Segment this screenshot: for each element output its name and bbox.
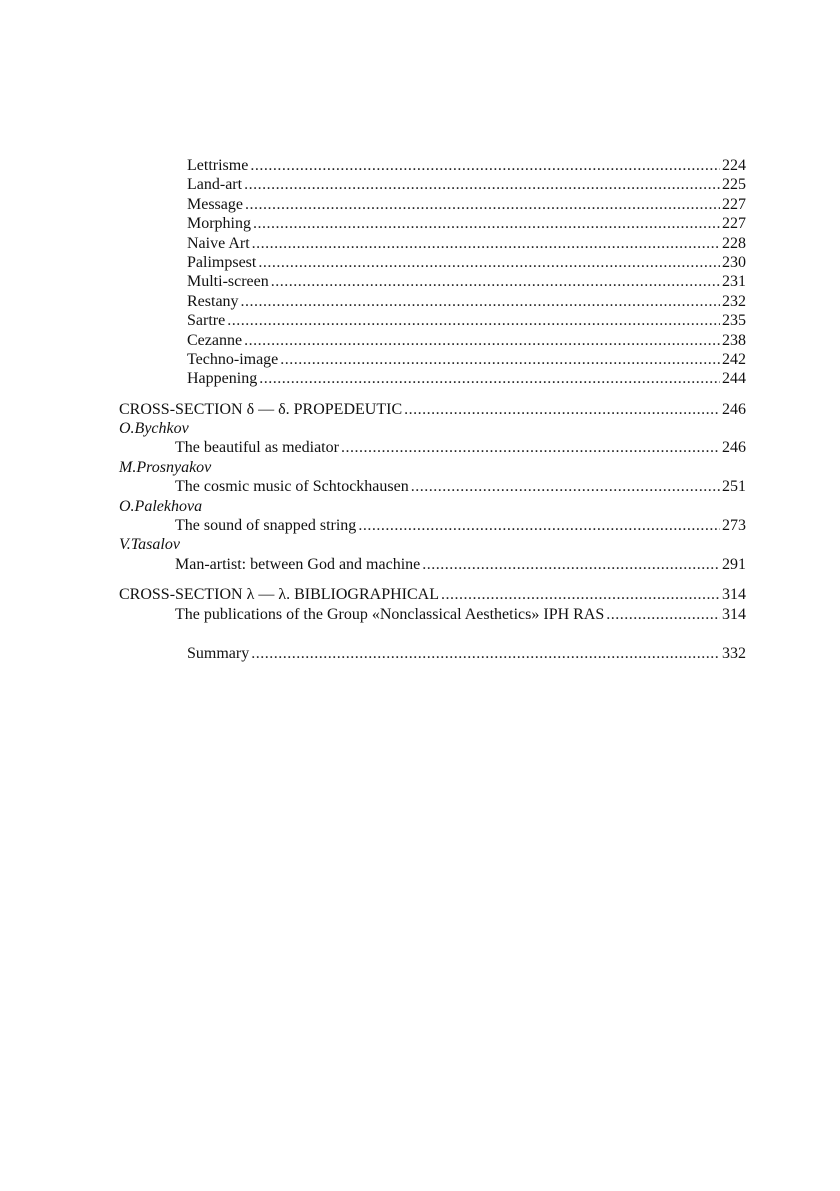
toc-title: The publications of the Group «Nonclassical Aesthetics» IPH RAS	[175, 605, 605, 623]
toc-title: Happening	[187, 370, 258, 388]
toc-page: 230	[722, 253, 746, 271]
toc-row	[119, 369, 746, 388]
leader-dots	[358, 516, 720, 535]
leader-dots	[280, 350, 720, 369]
toc-page: 246	[722, 439, 746, 457]
leader-dots	[606, 605, 720, 624]
author-name: O.Palekhova	[119, 497, 203, 515]
toc-row	[119, 253, 746, 272]
toc-page: 232	[722, 292, 746, 310]
section-title: CROSS-SECTION λ — λ. BIBLIOGRAPHICAL	[119, 586, 439, 604]
toc-row	[119, 311, 746, 330]
toc-page: 235	[722, 312, 746, 330]
toc-row	[119, 292, 746, 311]
toc-page: 227	[722, 215, 746, 233]
toc-row	[119, 214, 746, 233]
leader-dots	[259, 369, 720, 388]
toc-title: Techno-image	[187, 350, 279, 368]
toc-title: Naive Art	[187, 234, 250, 252]
toc-row	[119, 234, 746, 253]
toc-title: Multi-screen	[187, 273, 269, 291]
leader-dots	[244, 331, 720, 350]
toc-page: 273	[722, 517, 746, 535]
toc-page: 231	[722, 273, 746, 291]
toc-title: The cosmic music of Schtockhausen	[175, 478, 409, 496]
leader-dots	[341, 438, 720, 457]
toc-page: 314	[722, 586, 746, 604]
toc-page: 238	[722, 331, 746, 349]
section-title: CROSS-SECTION δ — δ. PROPEDEUTIC	[119, 400, 403, 418]
leader-dots	[258, 253, 720, 272]
toc-title: Message	[187, 195, 243, 213]
toc-title: The sound of snapped string	[175, 517, 357, 535]
toc-row	[119, 477, 746, 496]
toc-title: Lettrisme	[187, 157, 249, 174]
leader-dots	[422, 555, 720, 574]
toc-row	[119, 605, 746, 624]
toc-row	[119, 272, 746, 291]
toc-page: 227	[722, 195, 746, 213]
leader-dots	[250, 156, 720, 175]
toc-page: 228	[722, 234, 746, 252]
toc-title: Land-art	[187, 176, 243, 194]
toc-title: Restany	[187, 292, 239, 310]
toc-title: Man-artist: between God and machine	[175, 555, 421, 573]
toc-page: 251	[722, 478, 746, 496]
toc-page: 314	[722, 605, 746, 623]
leader-dots	[241, 292, 720, 311]
toc-row	[119, 438, 746, 457]
leader-dots	[271, 272, 720, 291]
toc-row	[119, 331, 746, 350]
toc-page: 246	[722, 400, 746, 418]
leader-dots	[244, 175, 720, 194]
toc-title: Morphing	[187, 215, 251, 233]
toc-page: 224	[722, 157, 746, 174]
leader-dots	[252, 234, 720, 253]
table-of-contents	[119, 156, 746, 663]
toc-page: 244	[722, 370, 746, 388]
leader-dots	[227, 311, 720, 330]
toc-row	[119, 195, 746, 214]
toc-title: The beautiful as mediator	[175, 439, 339, 457]
toc-title: Palimpsest	[187, 253, 257, 271]
toc-page: 242	[722, 350, 746, 368]
toc-row	[119, 516, 746, 535]
toc-title: Summary	[187, 644, 250, 662]
section-heading-delta	[119, 400, 746, 419]
author-name: V.Tasalov	[119, 536, 180, 554]
leader-dots	[404, 400, 720, 419]
toc-page: 291	[722, 555, 746, 573]
leader-dots	[411, 477, 720, 496]
author-name: M.Prosnyakov	[119, 458, 212, 476]
leader-dots	[245, 195, 720, 214]
toc-title: Sartre	[187, 312, 226, 330]
leader-dots	[253, 214, 720, 233]
toc-row	[119, 175, 746, 194]
leader-dots	[441, 585, 720, 604]
toc-row-summary	[119, 644, 746, 663]
section-heading-lambda	[119, 585, 746, 604]
toc-row	[119, 156, 746, 175]
toc-title: Cezanne	[187, 331, 243, 349]
toc-page: 332	[722, 644, 746, 662]
leader-dots	[251, 644, 720, 663]
toc-page: 225	[722, 176, 746, 194]
toc-row	[119, 555, 746, 574]
toc-row	[119, 350, 746, 369]
author-name: O.Bychkov	[119, 420, 189, 438]
